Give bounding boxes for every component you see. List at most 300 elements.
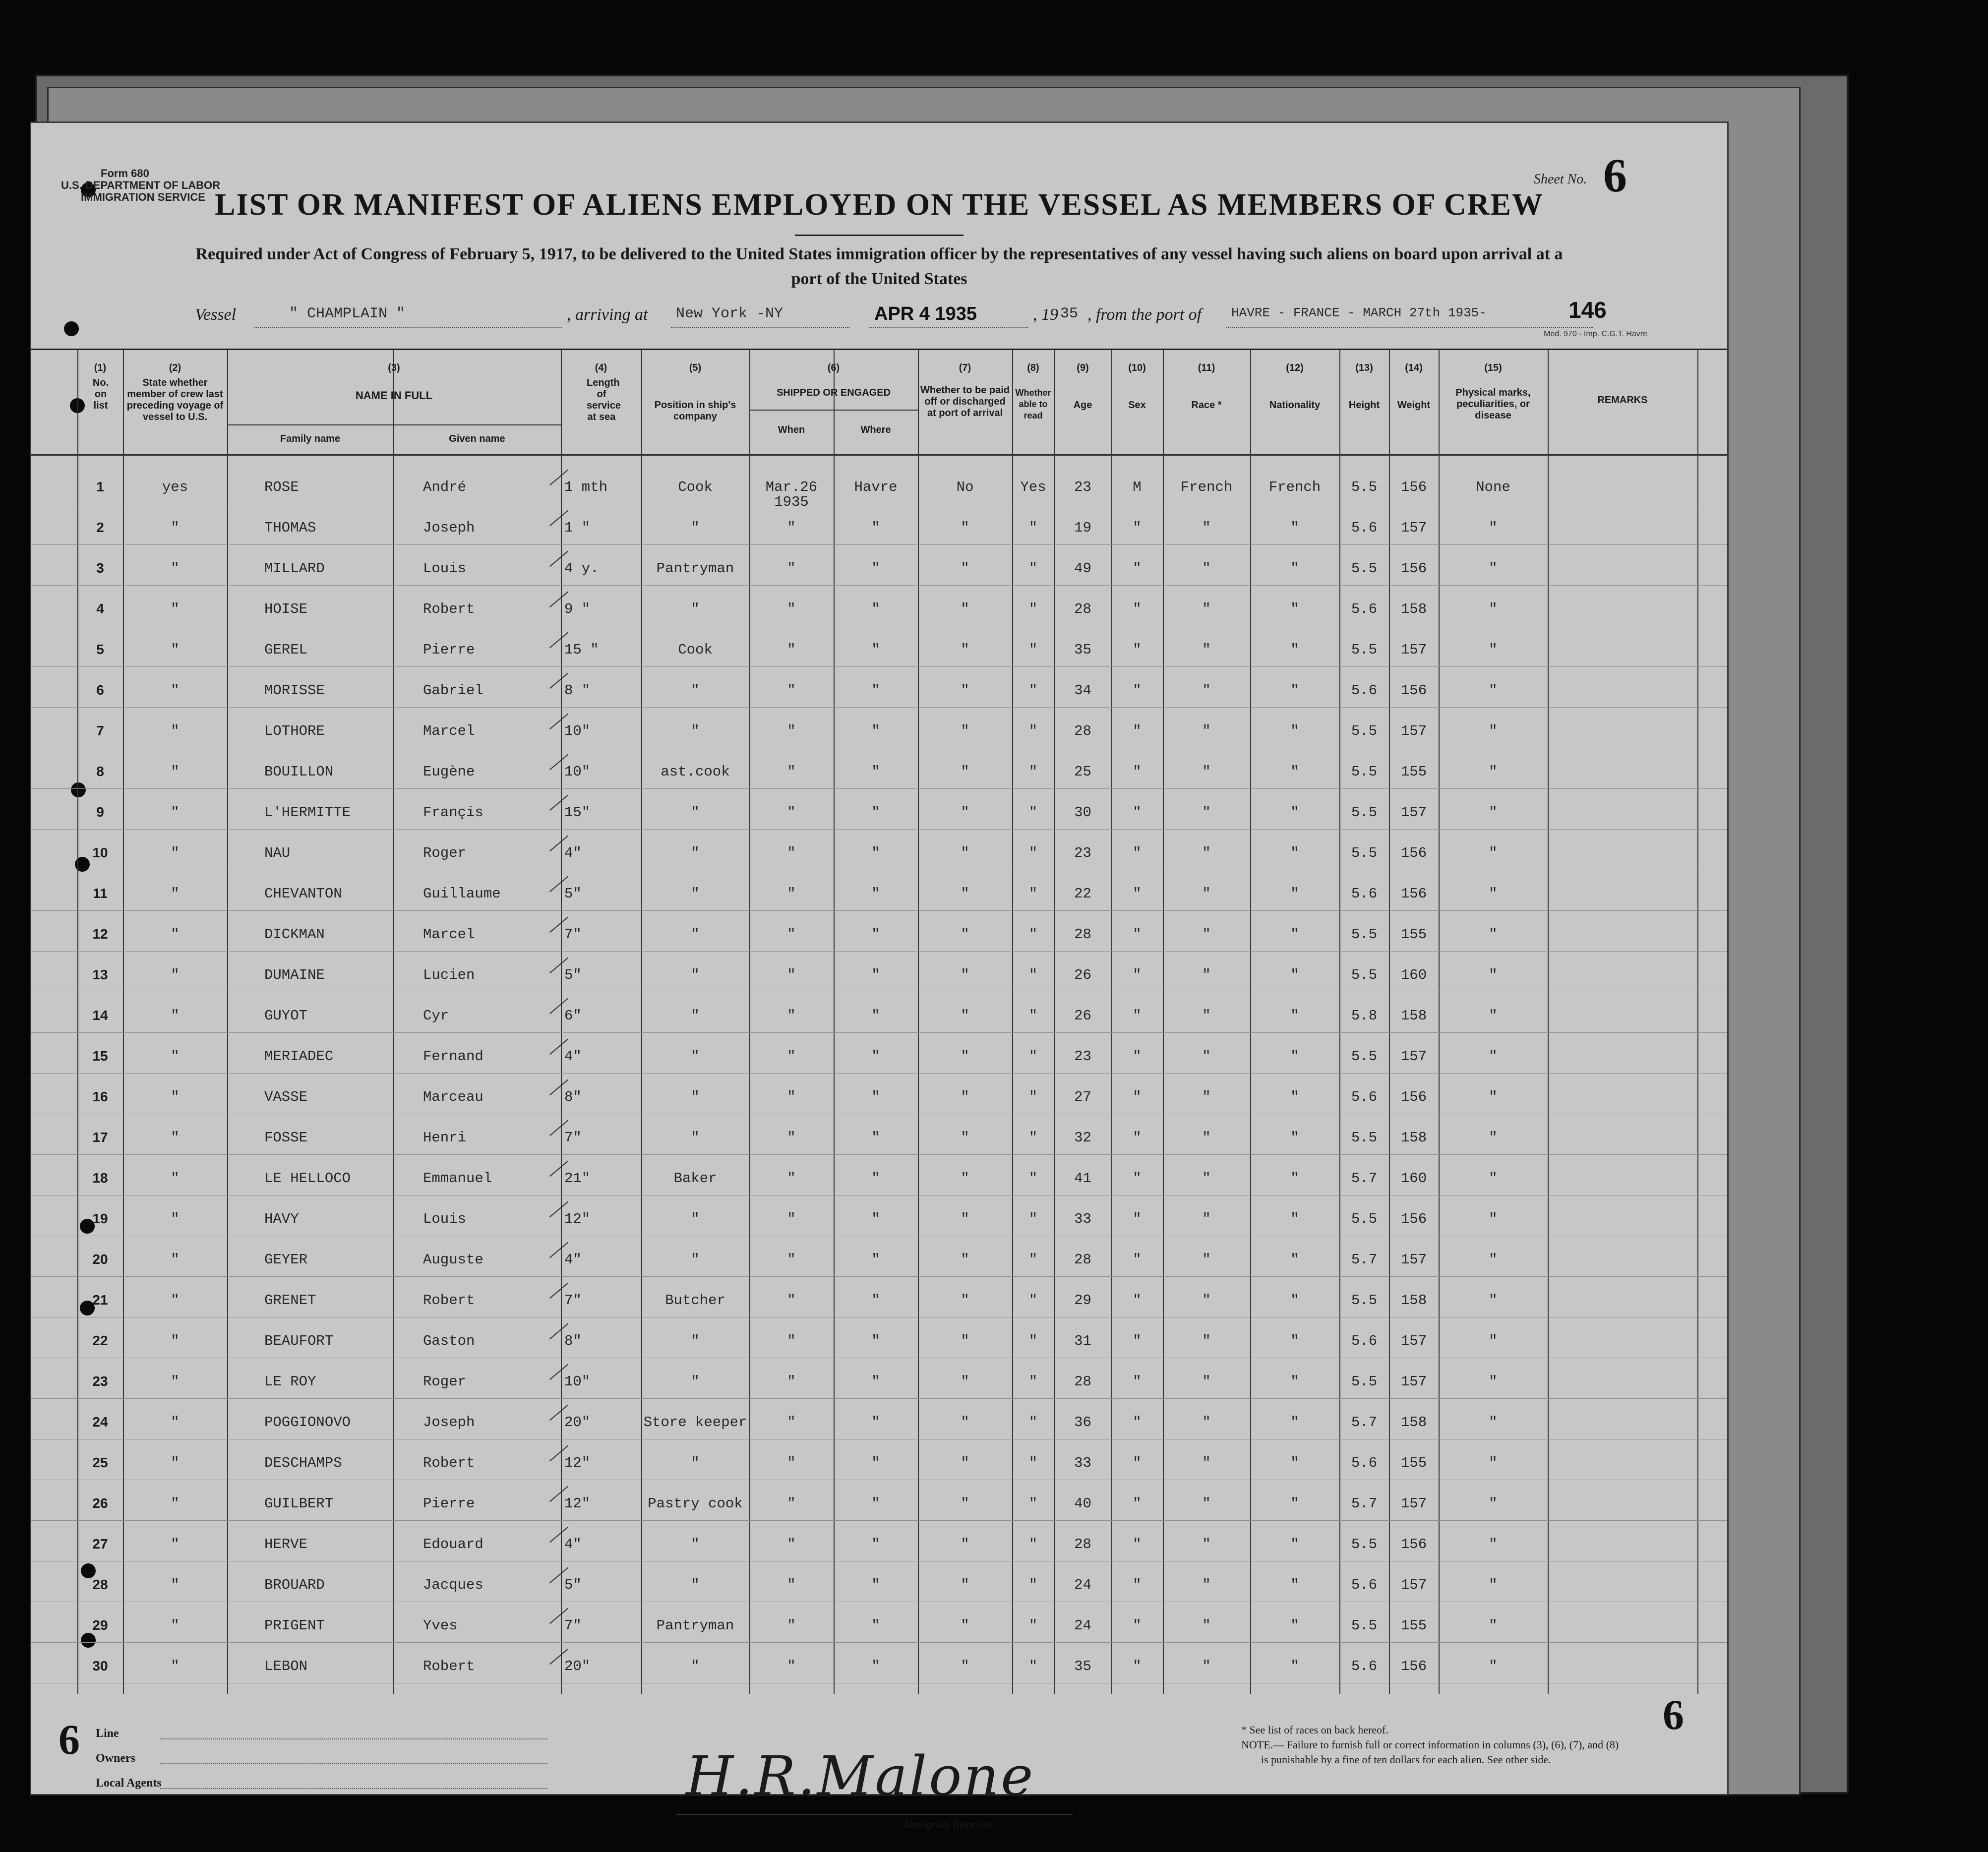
cell-where: " xyxy=(871,1617,880,1634)
cell-where: " xyxy=(871,1170,880,1187)
cell-age: 34 xyxy=(1074,682,1091,699)
cell-service: 10" xyxy=(564,1374,591,1390)
cell-nationality: " xyxy=(1290,560,1299,577)
punch-hole xyxy=(64,321,79,336)
cell-prev: " xyxy=(171,1170,180,1187)
cell-position: " xyxy=(691,1008,700,1024)
cell-race: " xyxy=(1202,1455,1211,1471)
owners-label: Owners xyxy=(96,1752,135,1765)
cell-nationality: " xyxy=(1290,1414,1299,1431)
cell-age: 29 xyxy=(1074,1292,1091,1309)
cell-read: " xyxy=(1028,1008,1038,1024)
cell-read: " xyxy=(1028,1048,1038,1065)
cell-weight: 158 xyxy=(1400,601,1427,617)
cell-sex: " xyxy=(1133,1495,1142,1512)
cell-no: 1 xyxy=(96,479,104,494)
cell-service: 8" xyxy=(564,1089,582,1105)
cell-sex: " xyxy=(1133,1536,1142,1553)
cell-paid: " xyxy=(961,1333,969,1349)
cell-read: " xyxy=(1028,845,1038,861)
cell-sex: " xyxy=(1133,926,1142,943)
cell-where: " xyxy=(871,1455,880,1471)
cell-height: 5.7 xyxy=(1351,1414,1378,1431)
cell-height: 5.5 xyxy=(1351,1211,1378,1227)
cell-prev: " xyxy=(171,1333,180,1349)
cell-paid: " xyxy=(961,1658,969,1674)
cell-position: " xyxy=(691,1130,700,1146)
cell-sex: " xyxy=(1133,845,1142,861)
cell-given: Joseph xyxy=(423,1414,475,1431)
header-where: Where xyxy=(860,424,891,435)
cell-no: 6 xyxy=(96,682,104,698)
cell-when: Mar.26 xyxy=(765,479,818,495)
year-label: , 19 xyxy=(1033,305,1058,324)
cell-when: " xyxy=(787,1170,796,1187)
cell-sex: " xyxy=(1133,520,1142,536)
cell-where: Havre xyxy=(854,479,898,495)
cell-service: 4" xyxy=(564,1048,582,1065)
cell-given: Robert xyxy=(423,1292,475,1309)
cell-given: Jacques xyxy=(423,1577,483,1593)
cell-no: 18 xyxy=(92,1170,108,1186)
col-num-11: (11) xyxy=(1198,362,1215,373)
cell-height: 5.5 xyxy=(1351,479,1378,495)
cell-age: 24 xyxy=(1074,1617,1091,1634)
cell-weight: 156 xyxy=(1400,1658,1427,1674)
cell-service: 12" xyxy=(564,1455,591,1471)
cell-no: 11 xyxy=(93,886,108,901)
cell-position: Cook xyxy=(678,642,713,658)
cell-when-year: 1935 xyxy=(774,494,809,510)
cell-family: GEREL xyxy=(264,642,308,658)
cell-family: FOSSE xyxy=(264,1130,308,1146)
cell-read: " xyxy=(1028,926,1038,943)
cell-no: 17 xyxy=(92,1130,108,1145)
cell-read: " xyxy=(1028,764,1038,780)
cell-race: " xyxy=(1202,1333,1211,1349)
cell-no: 26 xyxy=(92,1495,108,1511)
cell-sex: " xyxy=(1133,1658,1142,1674)
cell-weight: 157 xyxy=(1400,642,1427,658)
header-sex: Sex xyxy=(1128,400,1146,411)
cell-sex: " xyxy=(1133,804,1142,821)
cell-nationality: French xyxy=(1268,479,1321,495)
cell-read: " xyxy=(1028,1455,1038,1471)
cell-prev: " xyxy=(171,1658,180,1674)
cell-height: 5.5 xyxy=(1351,1617,1378,1634)
cell-when: " xyxy=(787,1008,796,1024)
crew-table xyxy=(31,349,1727,1724)
col-num-6: (6) xyxy=(827,362,840,373)
cell-nationality: " xyxy=(1290,1658,1299,1674)
cell-marks: " xyxy=(1489,1617,1498,1634)
cell-given: Robert xyxy=(423,1455,475,1471)
cell-read: " xyxy=(1028,560,1038,577)
cell-given: Lucien xyxy=(423,967,475,983)
cell-no: 5 xyxy=(96,642,104,657)
header-nationality: Nationality xyxy=(1269,400,1321,411)
header-position: Position in ship's company xyxy=(654,400,736,422)
cell-race: " xyxy=(1202,682,1211,699)
cell-position: Butcher xyxy=(665,1292,725,1309)
cell-weight: 155 xyxy=(1400,926,1427,943)
sheet-number: 6 xyxy=(1603,149,1627,202)
cell-position: " xyxy=(691,926,700,943)
cell-when: " xyxy=(787,1577,796,1593)
cell-given: Robert xyxy=(423,601,475,617)
sheet-label: Sheet No. xyxy=(1534,172,1587,187)
cell-where: " xyxy=(871,1089,880,1105)
cell-given: Edouard xyxy=(423,1536,483,1553)
cell-sex: " xyxy=(1133,1089,1142,1105)
cell-age: 23 xyxy=(1074,479,1091,495)
cell-family: PRIGENT xyxy=(264,1617,325,1634)
footer-sheet-right: 6 xyxy=(1663,1691,1684,1738)
date-underline xyxy=(869,327,1028,328)
cell-nationality: " xyxy=(1290,1617,1299,1634)
cell-where: " xyxy=(871,723,880,739)
cell-family: MERIADEC xyxy=(264,1048,334,1065)
cell-height: 5.6 xyxy=(1351,601,1378,617)
cell-read: " xyxy=(1028,1089,1038,1105)
col-num-12: (12) xyxy=(1286,362,1304,373)
cell-paid: " xyxy=(961,1048,969,1065)
cell-read: " xyxy=(1028,967,1038,983)
cell-sex: " xyxy=(1133,1130,1142,1146)
cell-paid: " xyxy=(961,845,969,861)
cell-when: " xyxy=(787,1211,796,1227)
cell-position: " xyxy=(691,723,700,739)
subtitle-line-2: port of the United States xyxy=(791,270,967,288)
cell-service: 20" xyxy=(564,1414,591,1431)
cell-sex: " xyxy=(1133,1048,1142,1065)
cell-given: Françis xyxy=(423,804,483,821)
cell-given: Marcel xyxy=(423,926,475,943)
cell-no: 30 xyxy=(92,1658,108,1673)
cell-nationality: " xyxy=(1290,1536,1299,1553)
cell-sex: " xyxy=(1133,1292,1142,1309)
cell-height: 5.6 xyxy=(1351,520,1378,536)
cell-weight: 156 xyxy=(1400,682,1427,699)
form-number: Form 680 xyxy=(101,167,149,179)
cell-height: 5.5 xyxy=(1351,1292,1378,1309)
cell-nationality: " xyxy=(1290,601,1299,617)
cell-read: " xyxy=(1028,682,1038,699)
cell-when: " xyxy=(787,926,796,943)
cell-age: 28 xyxy=(1074,1374,1091,1390)
cell-where: " xyxy=(871,1536,880,1553)
cell-family: BEAUFORT xyxy=(264,1333,334,1349)
cell-read: " xyxy=(1028,601,1038,617)
cell-marks: " xyxy=(1489,886,1498,902)
cell-age: 22 xyxy=(1074,886,1091,902)
header-length-service: Length of service at sea xyxy=(587,377,621,422)
cell-height: 5.7 xyxy=(1351,1252,1378,1268)
cell-paid: " xyxy=(961,1414,969,1431)
cell-service: 1 " xyxy=(564,520,591,536)
cell-weight: 157 xyxy=(1400,804,1427,821)
cell-no: 25 xyxy=(92,1455,108,1470)
cell-race: " xyxy=(1202,845,1211,861)
cell-paid: " xyxy=(961,1252,969,1268)
cell-prev: " xyxy=(171,1130,180,1146)
cell-family: L'HERMITTE xyxy=(264,804,351,821)
cell-weight: 156 xyxy=(1400,560,1427,577)
cell-when: " xyxy=(787,764,796,780)
cell-service: 1 mth xyxy=(564,479,608,495)
cell-where: " xyxy=(871,926,880,943)
cell-family: CHEVANTON xyxy=(264,886,342,902)
cell-height: 5.5 xyxy=(1351,1374,1378,1390)
cell-given: Roger xyxy=(423,1374,467,1390)
cell-sex: " xyxy=(1133,967,1142,983)
cell-given: Marcel xyxy=(423,723,475,739)
cell-weight: 156 xyxy=(1400,479,1427,495)
cell-race: " xyxy=(1202,1414,1211,1431)
cell-read: " xyxy=(1028,1374,1038,1390)
cell-given: Cyr xyxy=(423,1008,449,1024)
cell-nationality: " xyxy=(1290,723,1299,739)
cell-race: " xyxy=(1202,1536,1211,1553)
cell-prev: " xyxy=(171,1455,180,1471)
cell-no: 16 xyxy=(92,1089,108,1104)
cell-age: 25 xyxy=(1074,764,1091,780)
cell-race: " xyxy=(1202,1089,1211,1105)
cell-where: " xyxy=(871,1333,880,1349)
cell-no: 4 xyxy=(96,601,104,616)
cell-age: 27 xyxy=(1074,1089,1091,1105)
cell-prev: " xyxy=(171,1414,180,1431)
col-num-7: (7) xyxy=(959,362,971,373)
cell-marks: " xyxy=(1489,1536,1498,1553)
cell-race: " xyxy=(1202,1008,1211,1024)
cell-when: " xyxy=(787,1089,796,1105)
cell-paid: " xyxy=(961,520,969,536)
subtitle-line-1: Required under Act of Congress of February 5, 1917, to be delivered to the United States immigration officer by the representatives of any vessel having such aliens on board upon arrival at a xyxy=(195,245,1563,263)
cell-sex: " xyxy=(1133,560,1142,577)
header-age: Age xyxy=(1073,400,1092,411)
cell-prev: " xyxy=(171,1089,180,1105)
cell-height: 5.5 xyxy=(1351,967,1378,983)
cell-given: Roger xyxy=(423,845,467,861)
cell-sex: " xyxy=(1133,764,1142,780)
cell-position: " xyxy=(691,1374,700,1390)
cell-marks: " xyxy=(1489,804,1498,821)
vessel-underline xyxy=(254,327,562,328)
cell-when: " xyxy=(787,886,796,902)
cell-nationality: " xyxy=(1290,1089,1299,1105)
cell-prev: " xyxy=(171,1617,180,1634)
cell-age: 28 xyxy=(1074,1536,1091,1553)
cell-when: " xyxy=(787,1658,796,1674)
cell-no: 24 xyxy=(92,1414,108,1430)
cell-race: " xyxy=(1202,601,1211,617)
cell-read: " xyxy=(1028,520,1038,536)
cell-when: " xyxy=(787,560,796,577)
cell-nationality: " xyxy=(1290,520,1299,536)
cell-marks: " xyxy=(1489,1577,1498,1593)
cell-prev: " xyxy=(171,1374,180,1390)
cell-no: 21 xyxy=(92,1292,108,1308)
cell-paid: " xyxy=(961,1495,969,1512)
cell-no: 10 xyxy=(92,845,108,860)
cell-age: 49 xyxy=(1074,560,1091,577)
cell-when: " xyxy=(787,845,796,861)
cell-paid: " xyxy=(961,642,969,658)
cell-height: 5.5 xyxy=(1351,764,1378,780)
cell-where: " xyxy=(871,1414,880,1431)
cell-height: 5.6 xyxy=(1351,1089,1378,1105)
cell-service: 12" xyxy=(564,1495,591,1512)
cell-race: " xyxy=(1202,1658,1211,1674)
cell-when: " xyxy=(787,1292,796,1309)
cell-age: 30 xyxy=(1074,804,1091,821)
cell-height: 5.6 xyxy=(1351,682,1378,699)
year-value: 35 xyxy=(1060,305,1079,322)
cell-paid: " xyxy=(961,1536,969,1553)
cell-age: 23 xyxy=(1074,1048,1091,1065)
cell-sex: " xyxy=(1133,1333,1142,1349)
cell-no: 28 xyxy=(92,1577,108,1592)
cell-position: " xyxy=(691,1333,700,1349)
cell-weight: 156 xyxy=(1400,845,1427,861)
cell-age: 24 xyxy=(1074,1577,1091,1593)
cell-family: HAVY xyxy=(264,1211,299,1227)
cell-read: " xyxy=(1028,1252,1038,1268)
cell-no: 7 xyxy=(96,723,104,738)
cell-height: 5.5 xyxy=(1351,560,1378,577)
cell-position: Cook xyxy=(678,479,713,495)
cell-where: " xyxy=(871,764,880,780)
cell-sex: M xyxy=(1133,479,1142,495)
cell-marks: " xyxy=(1489,1455,1498,1471)
cell-height: 5.6 xyxy=(1351,1455,1378,1471)
cell-family: HOISE xyxy=(264,601,308,617)
cell-given: Marceau xyxy=(423,1089,483,1105)
cell-prev: yes xyxy=(162,479,188,495)
cell-where: " xyxy=(871,845,880,861)
cell-race: " xyxy=(1202,1211,1211,1227)
cell-where: " xyxy=(871,520,880,536)
cell-sex: " xyxy=(1133,886,1142,902)
cell-where: " xyxy=(871,1577,880,1593)
cell-no: 20 xyxy=(92,1252,108,1267)
cell-weight: 157 xyxy=(1400,1374,1427,1390)
cell-nationality: " xyxy=(1290,1252,1299,1268)
cell-prev: " xyxy=(171,1292,180,1309)
cell-race: " xyxy=(1202,1577,1211,1593)
cell-sex: " xyxy=(1133,642,1142,658)
cell-paid: " xyxy=(961,1008,969,1024)
cell-nationality: " xyxy=(1290,1495,1299,1512)
cell-age: 33 xyxy=(1074,1211,1091,1227)
cell-service: 15" xyxy=(564,804,591,821)
cell-marks: " xyxy=(1489,520,1498,536)
cell-sex: " xyxy=(1133,601,1142,617)
cell-service: 4" xyxy=(564,845,582,861)
cell-where: " xyxy=(871,1048,880,1065)
cell-prev: " xyxy=(171,886,180,902)
cell-read: " xyxy=(1028,1495,1038,1512)
col-num-1: (1) xyxy=(94,362,107,373)
cell-family: NAU xyxy=(264,845,291,861)
cell-no: 2 xyxy=(96,520,104,535)
cell-read: " xyxy=(1028,886,1038,902)
cell-age: 35 xyxy=(1074,642,1091,658)
cell-weight: 157 xyxy=(1400,1577,1427,1593)
cell-marks: " xyxy=(1489,1658,1498,1674)
cell-no: 29 xyxy=(92,1617,108,1633)
cell-sex: " xyxy=(1133,1170,1142,1187)
inspector-caption: Immigrant Inspector. xyxy=(904,1818,996,1830)
cell-position: Baker xyxy=(673,1170,717,1187)
cell-no: 12 xyxy=(92,926,108,942)
cell-age: 19 xyxy=(1074,520,1091,536)
cell-position: " xyxy=(691,845,700,861)
cell-marks: None xyxy=(1476,479,1510,495)
cell-no: 22 xyxy=(92,1333,108,1348)
cell-marks: " xyxy=(1489,1414,1498,1431)
col-num-2: (2) xyxy=(169,362,181,373)
cell-weight: 157 xyxy=(1400,1048,1427,1065)
cell-age: 23 xyxy=(1074,845,1091,861)
cell-given: Joseph xyxy=(423,520,475,536)
cell-when: " xyxy=(787,1495,796,1512)
cell-race: " xyxy=(1202,560,1211,577)
cell-service: 7" xyxy=(564,1292,582,1309)
cell-read: " xyxy=(1028,1130,1038,1146)
cell-where: " xyxy=(871,804,880,821)
cell-sex: " xyxy=(1133,1455,1142,1471)
cell-read: " xyxy=(1028,1617,1038,1634)
cell-age: 31 xyxy=(1074,1333,1091,1349)
cell-height: 5.5 xyxy=(1351,1130,1378,1146)
header-given-name: Given name xyxy=(449,433,505,444)
cell-height: 5.7 xyxy=(1351,1495,1378,1512)
cell-where: " xyxy=(871,1658,880,1674)
cell-family: MORISSE xyxy=(264,682,325,699)
note-fine-1: NOTE.— Failure to furnish full or correct information in columns (3), (6), (7), and (8) xyxy=(1241,1738,1619,1751)
cell-marks: " xyxy=(1489,764,1498,780)
cell-service: 5" xyxy=(564,1577,582,1593)
cell-service: 4 y. xyxy=(564,560,599,577)
cell-marks: " xyxy=(1489,1374,1498,1390)
cell-given: Eugène xyxy=(423,764,475,780)
cell-height: 5.5 xyxy=(1351,1048,1378,1065)
cell-height: 5.6 xyxy=(1351,1658,1378,1674)
cell-position: " xyxy=(691,1536,700,1553)
cell-paid: " xyxy=(961,967,969,983)
cell-given: Robert xyxy=(423,1658,475,1674)
cell-height: 5.5 xyxy=(1351,642,1378,658)
cell-sex: " xyxy=(1133,1577,1142,1593)
cell-sex: " xyxy=(1133,682,1142,699)
cell-service: 21" xyxy=(564,1170,591,1187)
cell-weight: 155 xyxy=(1400,1455,1427,1471)
cell-when: " xyxy=(787,682,796,699)
cell-when: " xyxy=(787,1130,796,1146)
page-title: LIST OR MANIFEST OF ALIENS EMPLOYED ON THE VESSEL AS MEMBERS OF CREW xyxy=(215,188,1544,222)
cell-position: Store keeper xyxy=(643,1414,747,1431)
cell-sex: " xyxy=(1133,1252,1142,1268)
from-underline xyxy=(1226,327,1593,328)
cell-family: THOMAS xyxy=(264,520,316,536)
cell-read: " xyxy=(1028,1211,1038,1227)
cell-where: " xyxy=(871,1008,880,1024)
cell-position: Pantryman xyxy=(656,1617,734,1634)
subtitle xyxy=(51,242,1707,292)
cell-height: 5.5 xyxy=(1351,926,1378,943)
